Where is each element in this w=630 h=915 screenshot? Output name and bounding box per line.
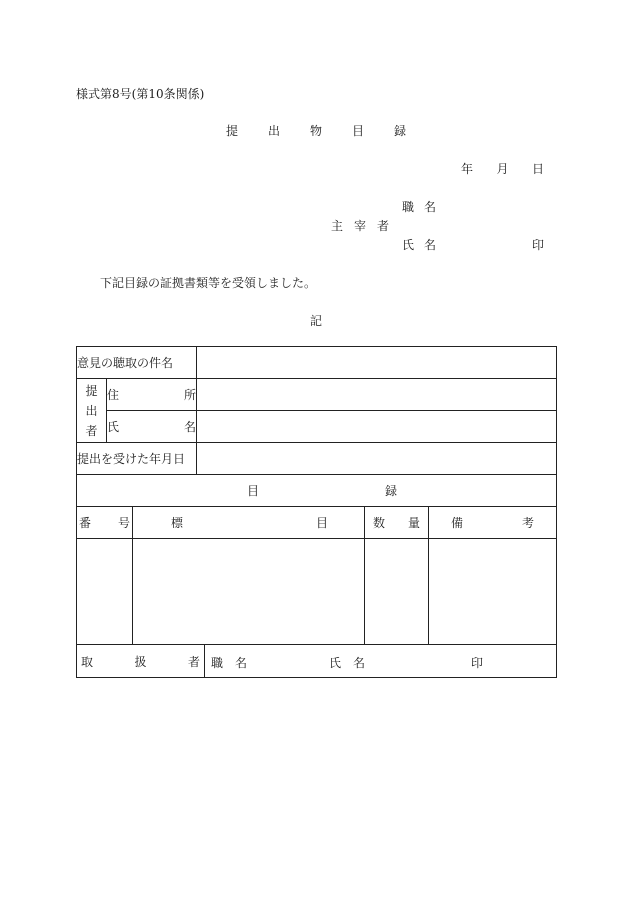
column-label-header xyxy=(133,507,365,539)
handler-value[interactable] xyxy=(205,645,557,678)
label-char: 備 xyxy=(451,516,464,530)
label-char: 目 xyxy=(247,484,260,498)
label-char: 番 xyxy=(79,516,92,530)
form-number: 様式第8号(第10条関係) xyxy=(76,87,205,101)
remarks-cell[interactable] xyxy=(429,539,557,645)
received-date-row xyxy=(77,443,557,475)
title-char: 出 xyxy=(267,124,280,138)
date-line xyxy=(461,160,544,177)
address-value[interactable] xyxy=(197,379,557,411)
handler-seal: 印 xyxy=(471,656,484,670)
label-char: 氏 xyxy=(402,238,415,252)
hearing-subject-row xyxy=(77,347,557,379)
label-char: 名 xyxy=(353,656,366,670)
label-char: 号 xyxy=(117,516,130,530)
title-char: 目 xyxy=(351,124,364,138)
label-char: 名 xyxy=(235,656,248,670)
label-char: 録 xyxy=(384,484,397,498)
label-char: 目 xyxy=(316,516,329,530)
label-char: 扱 xyxy=(134,654,147,669)
quantity-cell[interactable] xyxy=(365,539,429,645)
hearing-subject-value[interactable] xyxy=(197,347,557,379)
ki-mark: 記 xyxy=(310,314,323,328)
column-number-header xyxy=(77,507,133,539)
handler-row xyxy=(77,645,557,678)
handler-label xyxy=(77,645,205,678)
label-char: 氏 xyxy=(107,420,120,434)
submitter-name-row xyxy=(77,411,557,443)
date-day: 日 xyxy=(531,162,544,176)
date-year: 年 xyxy=(461,162,474,176)
label-char: 数 xyxy=(373,516,386,530)
label-char: 標 xyxy=(171,516,184,530)
organizer-position-label xyxy=(402,198,436,215)
organizer-name-label xyxy=(402,236,436,253)
received-date-label: 提出を受けた年月日 xyxy=(77,443,197,475)
number-cell[interactable] xyxy=(77,539,133,645)
name-value[interactable] xyxy=(197,411,557,443)
label-cell[interactable] xyxy=(133,539,365,645)
received-date-value[interactable] xyxy=(197,443,557,475)
label-char: 量 xyxy=(408,516,421,530)
label-char: 氏 xyxy=(329,656,342,670)
column-remarks-header xyxy=(429,507,557,539)
submitter-address-row xyxy=(77,379,557,411)
label-char: 職 xyxy=(211,656,224,670)
submitter-char: 者 xyxy=(85,423,98,438)
catalog-header-row xyxy=(77,475,557,507)
organizer-role-label xyxy=(331,217,389,234)
catalog-body-row xyxy=(77,539,557,645)
document-title xyxy=(226,122,406,139)
receipt-statement: 下記目録の証拠書類等を受領しました。 xyxy=(100,276,317,290)
submitter-char: 出 xyxy=(85,403,98,418)
hearing-subject-label: 意見の聴取の件名 xyxy=(77,347,197,379)
label-char: 宰 xyxy=(353,219,366,233)
catalog-table xyxy=(76,346,557,678)
label-char: 主 xyxy=(331,219,344,233)
title-char: 提 xyxy=(226,124,239,138)
label-char: 者 xyxy=(188,654,201,669)
submitter-char: 提 xyxy=(85,383,98,398)
column-quantity-header xyxy=(365,507,429,539)
label-char: 職 xyxy=(402,200,415,214)
organizer-seal: 印 xyxy=(532,238,545,252)
submitter-label xyxy=(77,379,107,443)
column-header-row xyxy=(77,507,557,539)
label-char: 所 xyxy=(184,388,197,402)
catalog-header xyxy=(77,475,557,507)
label-char: 名 xyxy=(184,420,197,434)
label-char: 名 xyxy=(423,200,436,214)
label-char: 考 xyxy=(522,516,535,530)
label-char: 取 xyxy=(81,654,94,669)
label-char: 者 xyxy=(376,219,389,233)
address-label xyxy=(107,379,197,411)
title-char: 物 xyxy=(309,124,322,138)
date-month: 月 xyxy=(496,162,509,176)
name-label xyxy=(107,411,197,443)
label-char: 住 xyxy=(107,388,120,402)
title-char: 録 xyxy=(393,124,406,138)
label-char: 名 xyxy=(423,238,436,252)
